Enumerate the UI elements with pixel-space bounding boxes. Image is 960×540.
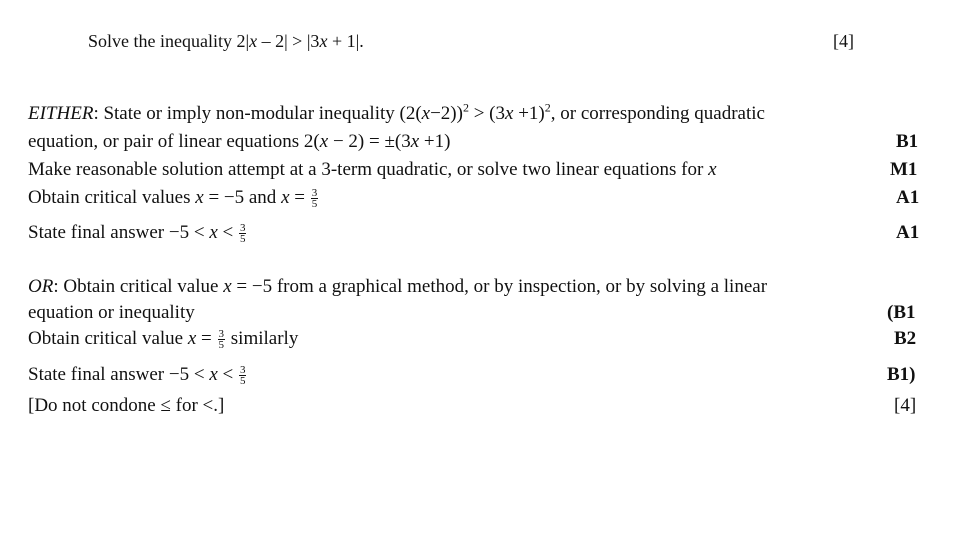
or-mark-b1-close: B1) <box>887 364 916 385</box>
or-label: OR <box>28 276 54 297</box>
question-marks: [4] <box>833 31 854 51</box>
or-total-marks: [4] <box>894 395 917 416</box>
either-mark-m1: M1 <box>890 159 918 180</box>
or-line-5: [Do not condone ≤ for <.] <box>28 395 225 416</box>
either-line-5: State final answer −5 < x < $\frac{3}{5}$ <box>28 222 246 246</box>
fraction: $\frac{3}{5}$ <box>239 364 246 388</box>
or-line-4: State final answer −5 < x < $\frac{3}{5}$ <box>28 364 246 388</box>
fraction: $\frac{3}{5}$ <box>218 328 225 352</box>
fraction: $\frac{3}{5}$ <box>239 222 246 246</box>
either-mark-b1: B1 <box>896 131 919 152</box>
either-mark-a1-answer: A1 <box>896 222 920 243</box>
or-line-3: Obtain critical value x = $\frac{3}{5}$ similarly <box>28 328 299 352</box>
or-mark-b1-open: (B1 <box>887 302 916 323</box>
either-line-4: Obtain critical values x = −5 and x = $\frac{3}{5}$ <box>28 187 318 211</box>
either-line-2: equation, or pair of linear equations 2(x − 2) = ±(3x +1) <box>28 131 451 152</box>
either-line-3: Make reasonable solution attempt at a 3-term quadratic, or solve two linear equations for x <box>28 159 717 180</box>
either-mark-a1-values: A1 <box>896 187 920 208</box>
question-text: Solve the inequality 2|x – 2| > |3x + 1|. <box>88 31 364 51</box>
or-line-2: equation or inequality <box>28 302 195 323</box>
or-line-1: OR: Obtain critical value x = −5 from a graphical method, or by inspection, or by solving a linear <box>28 276 768 297</box>
fraction: $\frac{3}{5}$ <box>311 187 318 211</box>
either-line-1: EITHER: State or imply non-modular inequality $(2(x-2))^2 > (3x +1)^2$, or corresponding quadratic <box>28 100 765 124</box>
or-mark-b2: B2 <box>894 328 917 349</box>
either-label: EITHER <box>28 103 94 124</box>
